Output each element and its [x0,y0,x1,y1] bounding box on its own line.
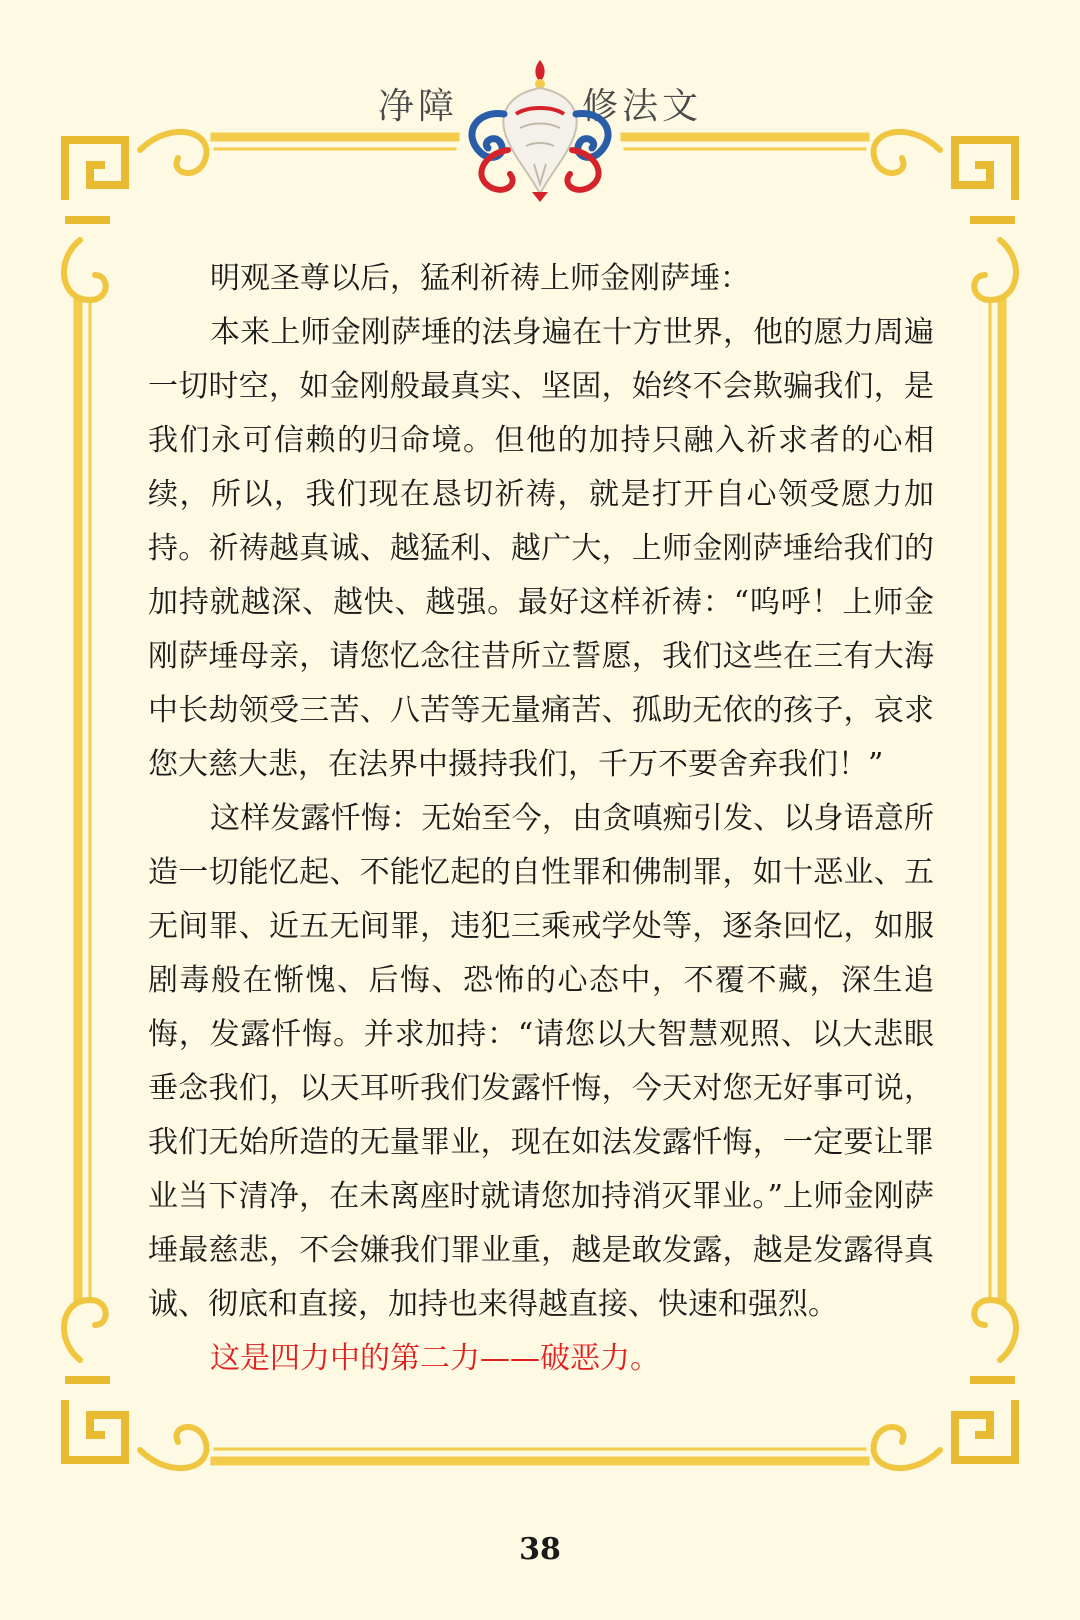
header-title-left: 净障 [378,86,459,127]
header-title-right: 修法文 [582,86,703,127]
body-text [148,252,934,1386]
paragraph-2: 本来上师金刚萨埵的法身遍在十方世界，他的愿力周遍一切时空，如金刚般最真实、坚固，始终不会欺骗我们，是我们永可信赖的归命境。但他的加持只融入祈求者的心相续，所以，我们现在恳切祈祷，就是打开自心领受愿力加持。祈祷越真诚、越猛利、越广大，上师金刚萨埵给我们的加持就越深、越快、越强。最好这样祈祷：“呜呼！上师金刚萨埵母亲，请您忆念往昔所立誓愿，我们这些在三有大海中长劫领受三苦、八苦等无量痛苦、孤助无依的孩子，哀求您大慈大悲，在法界中摄持我们，千万不要舍弃我们！” [148,315,934,782]
conch-shell-icon [452,54,628,204]
paragraph-3: 这样发露忏悔：无始至今，由贪嗔痴引发、以身语意所造一切能忆起、不能忆起的自性罪和佛制罪，如十恶业、五无间罪、近五无间罪，违犯三乘戒学处等，逐条回忆，如服剧毒般在惭愧、后悔、恐怖的心态中，不覆不藏，深生追悔，发露忏悔。并求加持：“请您以大智慧观照、以大悲眼垂念我们，以天耳听我们发露忏悔，今天对您无好事可说，我们无始所造的无量罪业，现在如法发露忏悔，一定要让罪业当下清净，在未离座时就请您加持消灭罪业。”上师金刚萨埵最慈悲，不会嫌我们罪业重，越是敢发露，越是发露得真诚、彻底和直接，加持也来得越直接、快速和强烈。 [148,801,934,1322]
highlight-line: 这是四力中的第二力——破恶力。 [210,1341,660,1376]
page-number: 38 [519,1532,561,1567]
paragraph-1: 明观圣尊以后，猛利祈祷上师金刚萨埵： [210,261,750,296]
